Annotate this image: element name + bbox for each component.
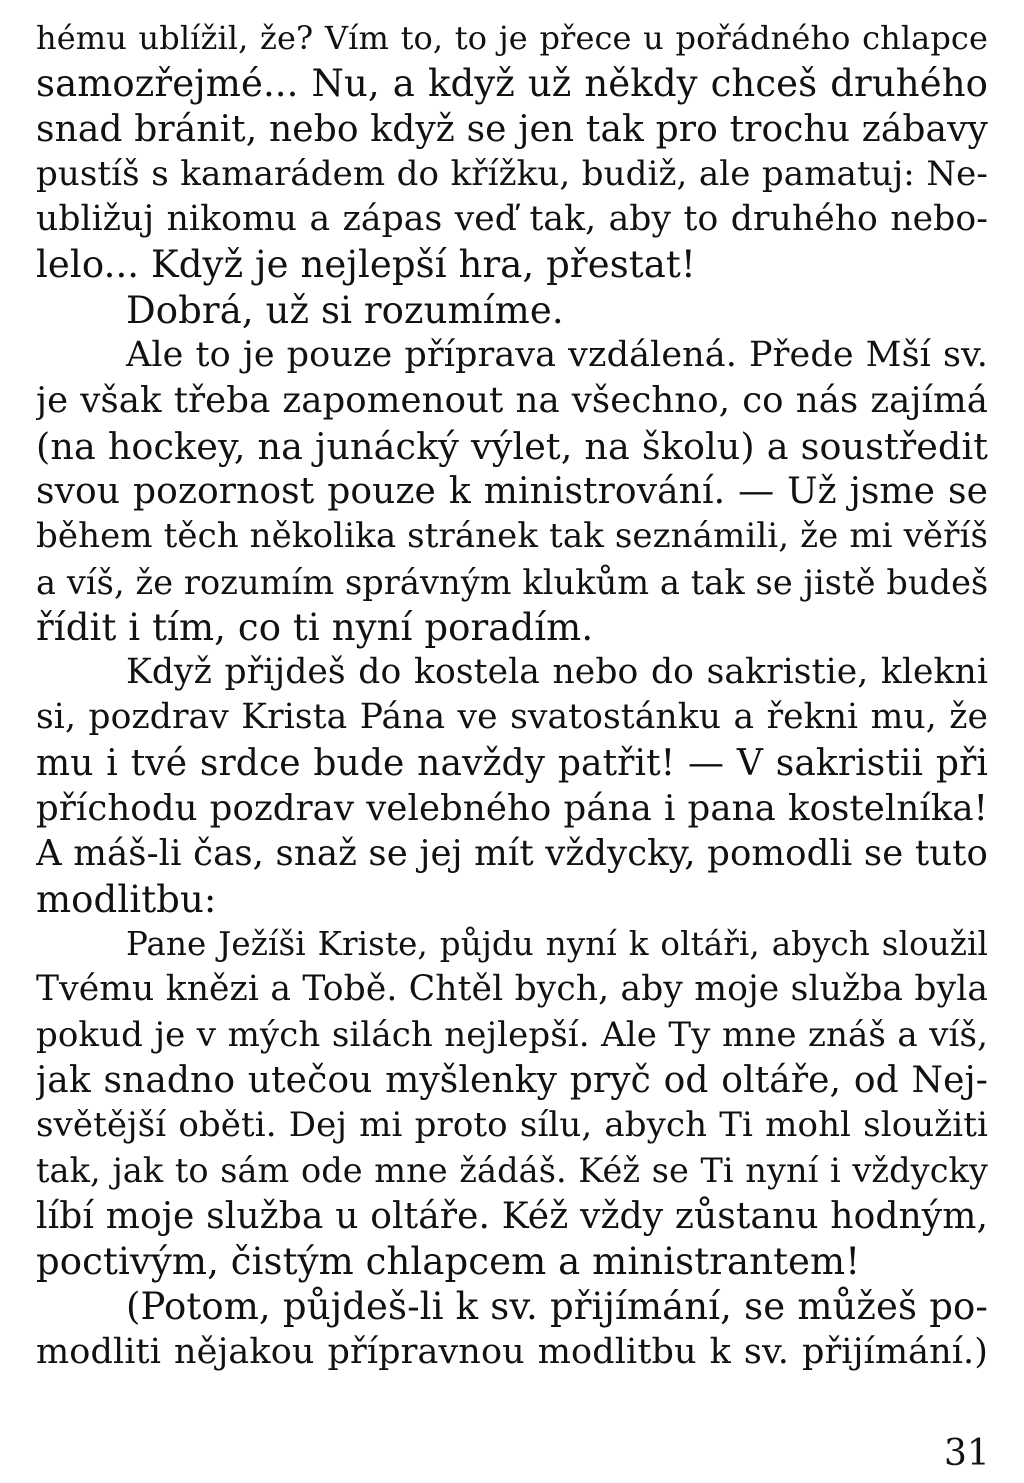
text-line: tak, jak to sám ode mne žádáš. Kéž se Ti nyní i vždycky [36, 1151, 988, 1191]
text-line: pustíš s kamarádem do křížku, budiž, ale pamatuj: Ne- [36, 153, 988, 194]
text-line: pokud je v mých silách nejlepší. Ale Ty mne znáš a víš, [36, 1014, 988, 1055]
text-line: lelo... Když je nejlepší hra, přestat! [36, 243, 696, 287]
text-line: A máš-li čas, snaž se jej mít vždycky, pomodli se tuto [36, 833, 988, 875]
text-line: příchodu pozdrav velebného pána i pana kostelníka! [36, 788, 988, 830]
text-line: mu i tvé srdce bude navždy patřit! — V sakristii při [36, 742, 988, 784]
text-line: Pane Ježíši Kriste, půjdu nyní k oltáři, abych sloužil [126, 924, 988, 963]
text-line: (na hockey, na junácký výlet, na školu) a soustředit [36, 424, 988, 468]
text-line: Když přijdeš do kostela nebo do sakristie, klekni [126, 652, 988, 693]
text-line: je však třeba zapomenout na všechno, co nás zajímá [36, 380, 988, 422]
text-line: poctivým, čistým chlapcem a ministrantem! [36, 1240, 861, 1284]
text-line: modliti nějakou přípravnou modlitbu k sv. přijímání.) [36, 1331, 988, 1372]
text-line: řídit i tím, co ti nyní poradím. [36, 605, 594, 649]
page-number: 31 [944, 1433, 990, 1474]
text-line: samozřejmé... Nu, a když už někdy chceš druhého [36, 62, 988, 106]
text-line: ubližuj nikomu a zápas veď tak, aby to druhého nebo- [36, 199, 988, 240]
text-line: jak snadno utečou myšlenky pryč od oltáře, od Nej- [36, 1059, 988, 1101]
text-line: hému ublížil, že? Vím to, to je přece u pořádného chlapce [36, 19, 988, 57]
text-line: líbí moje služba u oltáře. Kéž vždy zůstanu hodným, [36, 1195, 988, 1237]
text-line: Tvému knězi a Tobě. Chtěl bych, aby moje služba byla [36, 969, 988, 1010]
text-line: během těch několika stránek tak seznámili, že mi věříš [36, 516, 988, 557]
text-line: snad bránit, nebo když se jen tak pro trochu zábavy [36, 108, 988, 150]
text-line: svou pozornost pouze k ministrování. — Už jsme se [36, 470, 988, 512]
text-line: světější oběti. Dej mi proto sílu, abych Ti mohl sloužiti [36, 1105, 988, 1146]
page-body [36, 16, 988, 1375]
text-line: (Potom, půjdeš-li k sv. přijímání, se můžeš po- [126, 1285, 988, 1329]
text-line: si, pozdrav Krista Pána ve svatostánku a řekni mu, že [36, 697, 988, 738]
text-line: Ale to je pouze příprava vzdálená. Přede Mší sv. [126, 335, 988, 376]
text-line: a víš, že rozumím správným klukům a tak se jistě budeš [36, 562, 988, 602]
text-line: Dobrá, už si rozumíme. [126, 288, 564, 332]
text-line: modlitbu: [36, 877, 217, 921]
